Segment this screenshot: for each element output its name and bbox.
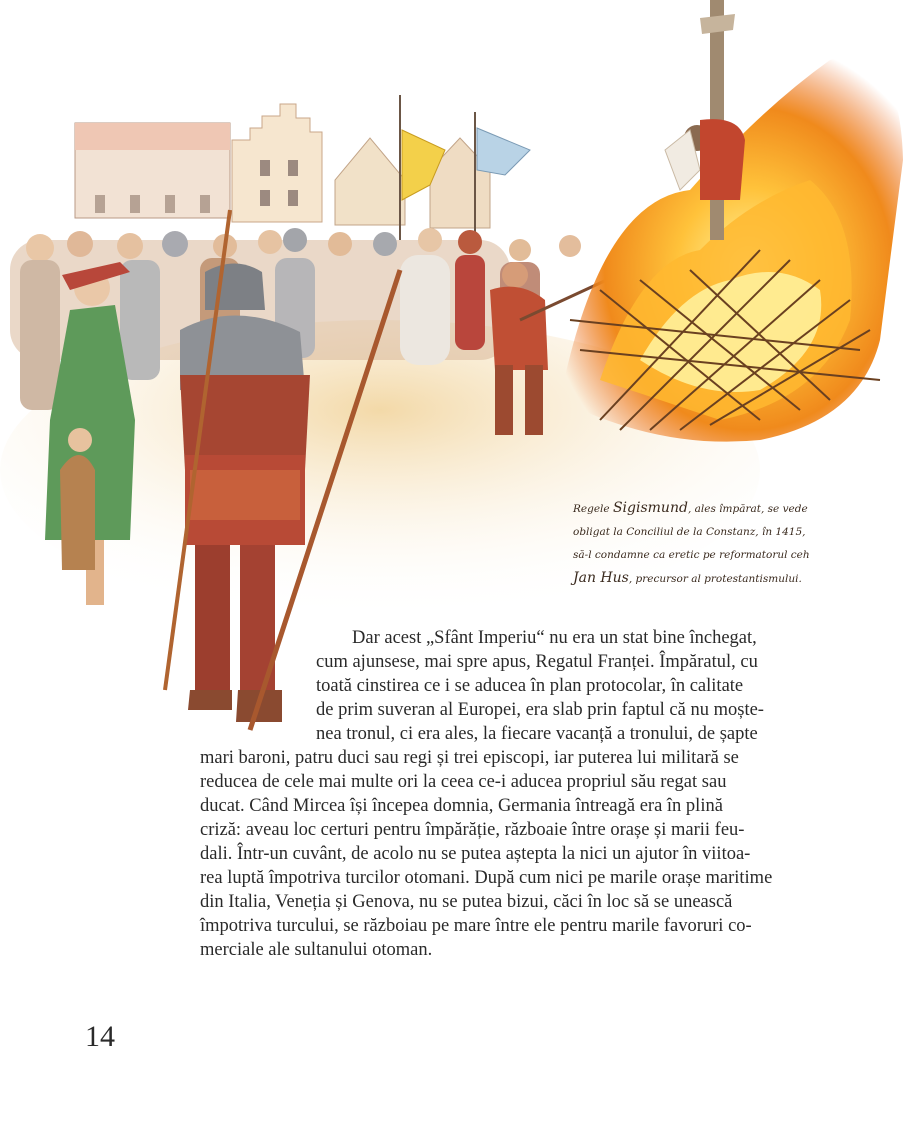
body-line: Dar acest „Sfânt Imperiu“ nu era un stat bine închegat, (352, 628, 757, 648)
body-line: reducea de cele mai multe ori la ceea ce-i aducea propriul său regat sau (200, 772, 727, 792)
body-line: nea tronul, ci era ales, la fiecare vacanță a tronului, de șapte (316, 724, 758, 744)
caption-line: Regele Sigismund, ales împărat, se vede (573, 500, 808, 516)
page-number: 14 (85, 1020, 115, 1053)
body-line: criză: aveau loc certuri pentru împărăție, războaie între orașe și marii feu- (200, 820, 745, 840)
fire (560, 57, 903, 442)
caption-line: să-l condamne ca eretic pe reformatorul ceh (573, 549, 810, 561)
body-line: mari baroni, patru duci sau regi și trei episcopi, iar puterea lui militară se (200, 748, 739, 768)
body-line: merciale ale sultanului otoman. (200, 940, 433, 960)
body-line: din Italia, Veneția și Genova, nu se putea bizui, căci în loc să se unească (200, 892, 733, 912)
caption-line: Jan Hus, precursor al protestantismului. (573, 570, 802, 586)
body-line: de prim suveran al Europei, era slab prin faptul că nu moște- (316, 700, 764, 720)
body-line: dali. Într-un cuvânt, de acolo nu se putea aștepta la nici un ajutor în viitoa- (200, 844, 751, 864)
caption-line: obligat la Conciliul de la Constanz, în 1415, (573, 526, 806, 538)
body-line: împotriva turcului, se războiau pe mare între ele pentru marile favoruri co- (200, 916, 752, 936)
body-line: cum ajunsese, mai spre apus, Regatul Franței. Împăratul, cu (316, 652, 758, 672)
body-line: rea luptă împotriva turcilor otomani. După cum nici pe marile orașe maritime (200, 868, 773, 888)
body-line: toată cinstirea ce i se aducea în plan protocolar, în calitate (316, 676, 744, 696)
body-line: ducat. Când Mircea își începea domnia, Germania întreagă era în plină (200, 796, 723, 816)
illustration-caption (573, 497, 893, 591)
